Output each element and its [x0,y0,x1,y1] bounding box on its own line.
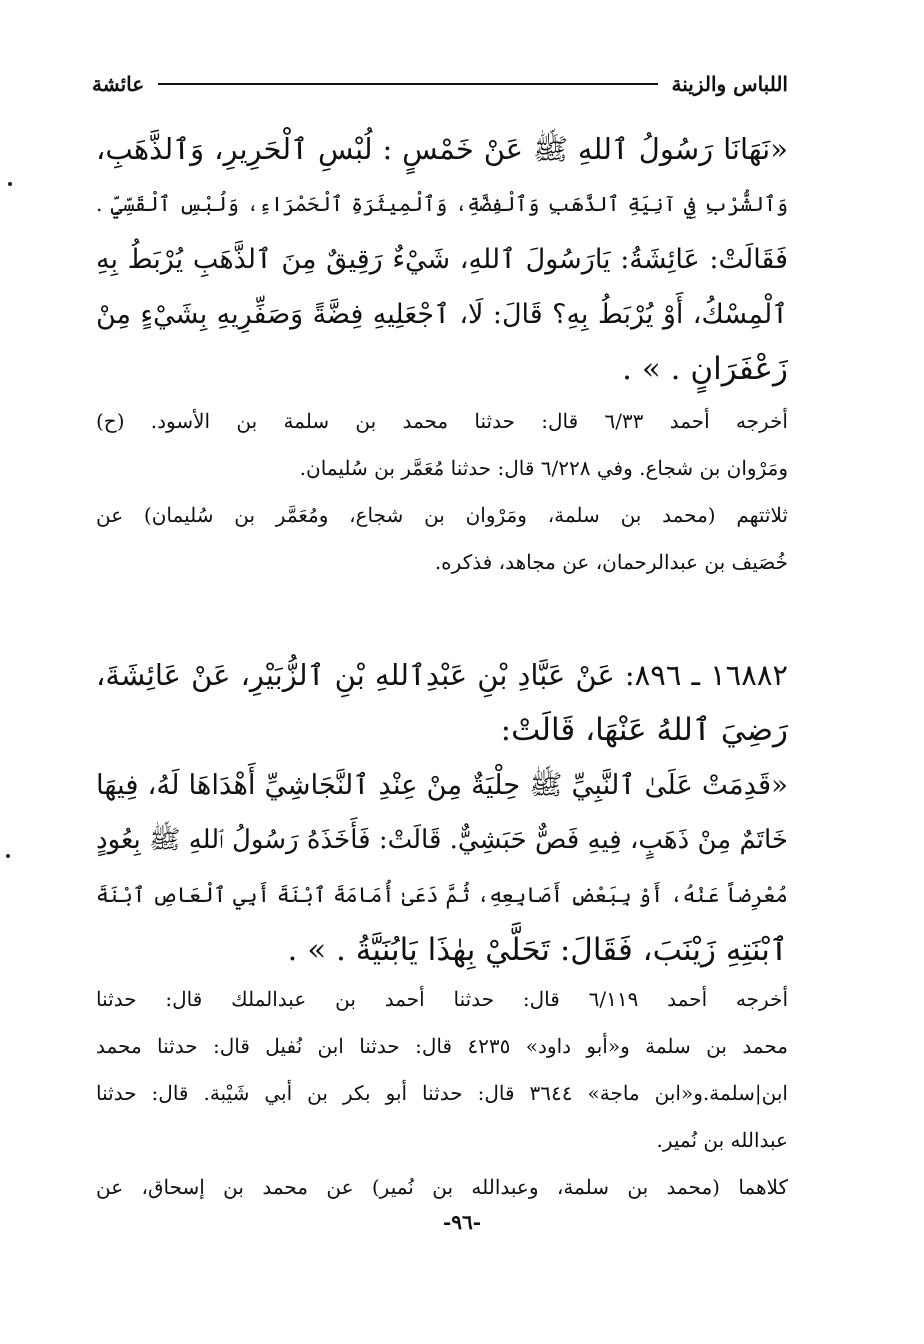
takhrij-1-line-3: ثلاثتهم (محمد بن سلمة، ومَرْوان بن شجاع، ومُعَمَّر بن سُليمان) عن [96,503,788,527]
takhrij-2-line-5: كلاهما (محمد بن سلمة، وعبدالله بن نُمير) عن محمد بن إسحاق، عن [96,1175,788,1199]
hadith-1-line-3: فَقَالَتْ: عَائِشَةُ: يَارَسُولَ ٱللهِ، شَيْءٌ رَقِيقٌ مِنَ ٱلذَّهَبِ يُرْبَطُ بِهِ [96,244,788,275]
takhrij-1-line-1: أخرجه أحمد ٦/٣٣ قال: حدثنا محمد بن سلمة بن الأسود. (ح) [96,409,788,433]
margin-speck [6,854,10,858]
hadith-2-line-6: ٱبْنَتِهِ زَيْنَبَ، فَقَالَ: تَحَلَّيْ بِهٰذَا يَابُنَيَّةُ . » . [287,932,788,968]
hadith-1-takhrij [96,398,788,586]
header-narrator: عائشة [92,72,145,96]
page-number: -٩٦- [442,1210,482,1234]
takhrij-2-line-4: عبدالله بن نُمير. [656,1128,788,1152]
margin-speck [8,182,12,186]
header-rule [158,83,657,85]
hadith-1-text [96,122,788,397]
hadith-1-line-2: وَٱلشُّرْبِ فِي آنِيَةِ ٱلذَّهَبِ وَٱلْفِضَّةِ، وَٱلْمِيثَرَةِ ٱلْحَمْرَاءِ، وَلُبْسِ ٱلْقَسِّيِّ . [96,192,788,216]
hadith-2-line-5: مُعْرِضاً عَنْهُ، أَوْ بِبَعْضِ أَصَابِعِهِ، ثُمَّ دَعَىٰ أُمَامَةَ ٱبْنَةَ أَبِي ٱلْعَاصِ ٱبْنَةَ [96,883,788,907]
hadith-2-line-1: ١٦٨٨٢ ـ ٨٩٦: عَنْ عَبَّادِ بْنِ عَبْدِٱللهِ بْنِ ٱلزُّبَيْرِ، عَنْ عَائِشَةَ، [96,658,788,692]
hadith-1-line-4: ٱلْمِسْكُ، أَوْ يُرْبَطُ بِهِ؟ قَالَ: لَا، ٱجْعَلِيهِ فِضَّةً وَصَفِّرِيهِ بِشَيْءٍ مِنْ [96,299,788,330]
hadith-2-line-2: رَضِيَ ٱللهُ عَنْهَا، قَالَتْ: [500,712,788,748]
takhrij-2-line-3: ابن|سلمة.و«ابن ماجة» ٣٦٤٤ قال: حدثنا أبو بكر بن أبي شَيْبة. قال: حدثنا [96,1081,788,1105]
hadith-2-takhrij [96,976,788,1211]
takhrij-1-line-2: ومَرْوان بن شجاع. وفي ٦/٢٢٨ قال: حدثنا مُعَمَّر بن سُليمان. [299,456,788,480]
takhrij-2-line-2: محمد بن سلمة و«أبو داود» ٤٢٣٥ قال: حدثنا ابن نُفيل قال: حدثنا محمد [96,1034,788,1058]
header-book-section: اللباس والزينة [671,72,788,96]
hadith-1-line-1: «نَهَانَا رَسُولُ ٱللهِ ﷺ عَنْ خَمْسٍ : لُبْسِ ٱلْحَرِيرِ، وَٱلذَّهَبِ، [96,132,788,166]
running-header [92,66,788,102]
hadith-2-line-3: «قَدِمَتْ عَلَىٰ ٱلنَّبِيِّ ﷺ حِلْيَةٌ مِنْ عِنْدِ ٱلنَّجَاشِيِّ أَهْدَاهَا لَهُ، فِيهَا [96,769,788,801]
hadith-2-text [96,648,788,978]
takhrij-1-line-4: خُصَيف بن عبدالرحمان، عن مجاهد، فذكره. [434,550,788,574]
hadith-1-line-5: زَعْفَرَانٍ . » . [622,351,788,387]
hadith-2-line-4: خَاتَمٌ مِنْ ذَهَبٍ، فِيهِ فَصٌّ حَبَشِيٌّ. قَالَتْ: فَأَخَذَهُ رَسُولُ ٱللهِ ﷺ بِعُودٍ [96,825,788,855]
takhrij-2-line-1: أخرجه أحمد ٦/١١٩ قال: حدثنا أحمد بن عبدالملك قال: حدثنا [96,987,789,1011]
